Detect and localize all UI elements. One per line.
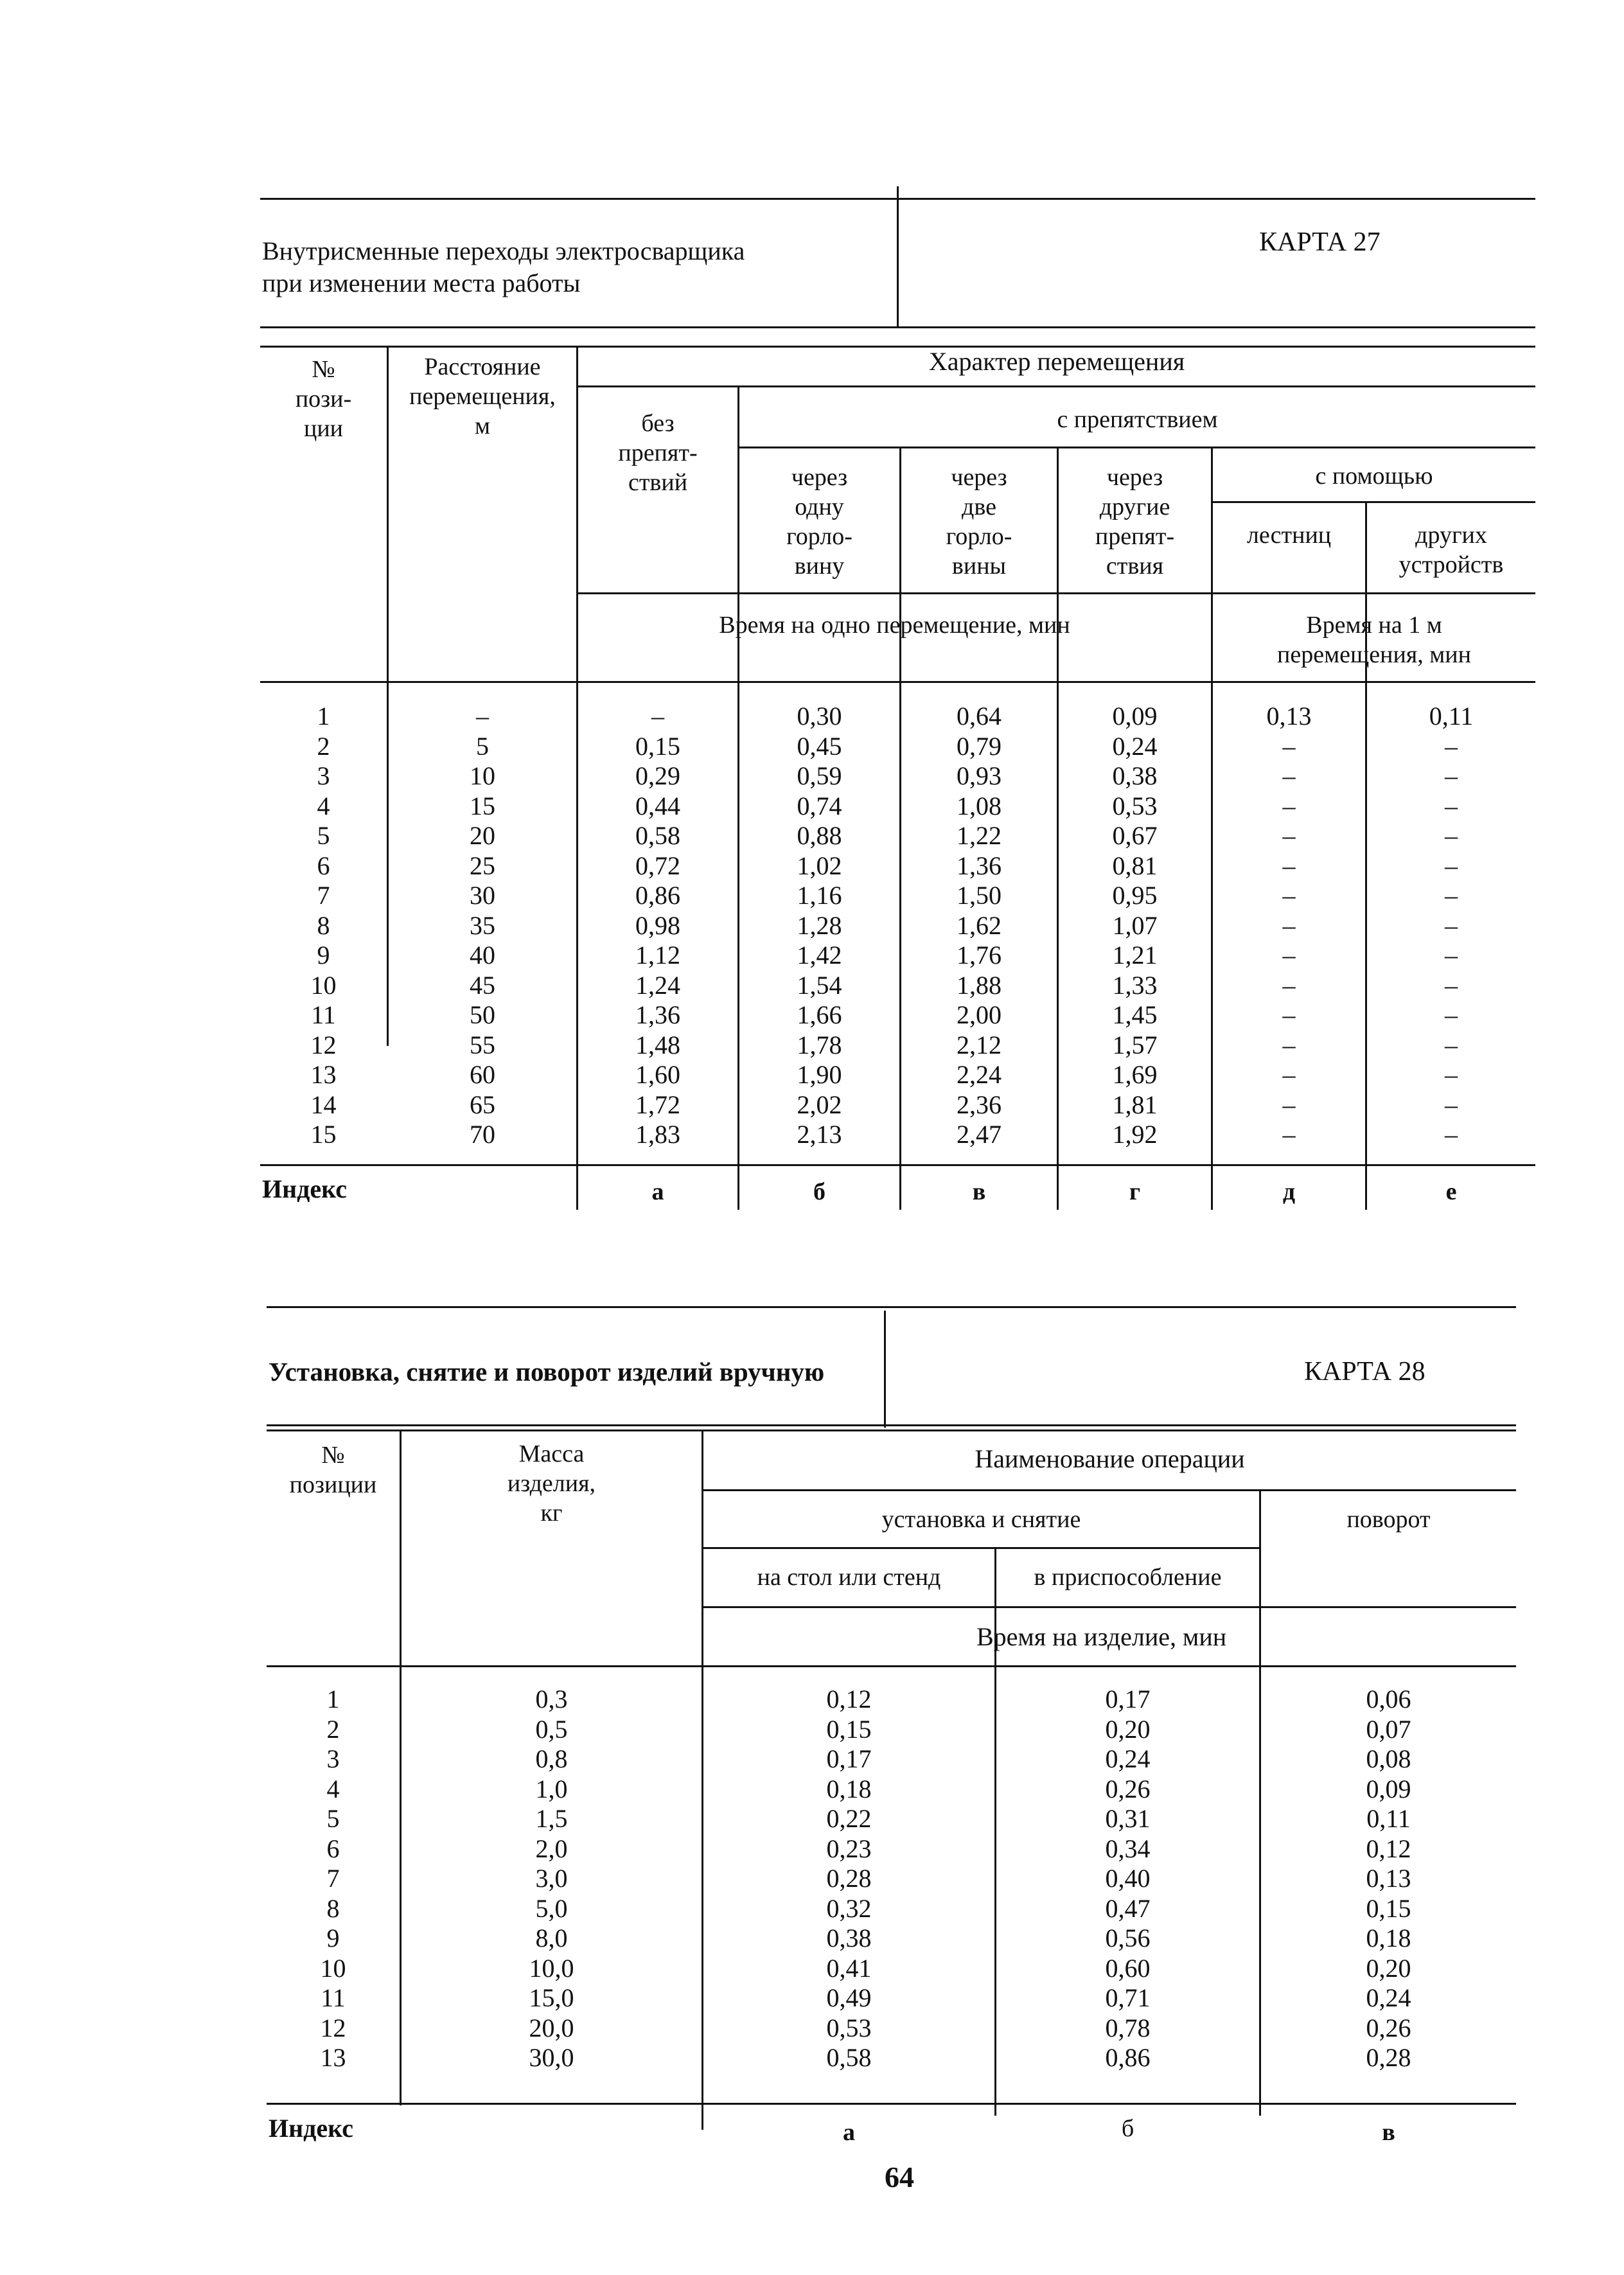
- cell-value: 1,60: [635, 1060, 680, 1089]
- header-with-obstacle: с препятствием: [1057, 406, 1218, 433]
- header-other-obstacles-4: ствия: [1106, 553, 1164, 580]
- cell-value: 0,78: [1105, 2013, 1151, 2042]
- header-no-obstacle-1: без: [641, 410, 675, 437]
- header-other-obstacles-1: через: [1106, 464, 1163, 491]
- cell-value: 5,0: [535, 1893, 568, 1923]
- cell-value: –: [1445, 910, 1458, 940]
- header-no-obstacle-3: ствий: [628, 469, 688, 496]
- header-two-necks-3: горло-: [946, 523, 1012, 550]
- page-number: 64: [885, 2161, 914, 2193]
- cell-value: –: [1282, 821, 1296, 850]
- cell-value: 12: [320, 2013, 346, 2042]
- header-one-neck-2: одну: [795, 493, 844, 520]
- cell-value: –: [476, 702, 489, 730]
- index-v: в: [1382, 2119, 1395, 2146]
- cell-value: –: [1282, 1060, 1296, 1089]
- cell-value: 0,38: [1112, 761, 1158, 790]
- cell-value: 1,33: [1112, 970, 1158, 1000]
- cell-value: 0,07: [1366, 1714, 1411, 1744]
- cell-value: 0,18: [1366, 1924, 1411, 1952]
- cell-value: 1,02: [797, 851, 842, 880]
- cell-value: 0,40: [1105, 1864, 1151, 1893]
- cell-value: –: [1282, 941, 1296, 969]
- cell-value: 1,66: [797, 1000, 842, 1029]
- cell-value: 1,81: [1112, 1090, 1158, 1119]
- header-pos-2: позиции: [289, 1471, 377, 1498]
- cell-value: 1,69: [1112, 1060, 1158, 1089]
- header-pos-1: №: [321, 1442, 345, 1469]
- index-d: д: [1282, 1178, 1296, 1205]
- cell-value: 45: [470, 970, 495, 1000]
- card-28-label: КАРТА 28: [1304, 1357, 1425, 1386]
- cell-value: 0,15: [635, 731, 680, 761]
- header-time-per-meter-2: перемещения, мин: [1277, 641, 1471, 668]
- cell-value: –: [1282, 731, 1296, 761]
- cell-value: –: [651, 702, 664, 730]
- cell-value: –: [1282, 791, 1296, 820]
- cell-value: 0,72: [635, 851, 680, 880]
- header-mass-3: кг: [540, 1500, 563, 1527]
- cell-value: 2,02: [797, 1090, 842, 1119]
- cell-value: 0,86: [635, 881, 680, 910]
- header-no-obstacle-2: препят-: [618, 439, 698, 466]
- cell-value: 0,49: [826, 1983, 872, 2012]
- cell-value: 0,18: [826, 1774, 872, 1803]
- cell-value: 0,30: [797, 702, 842, 730]
- cell-value: 11: [321, 1983, 346, 2012]
- cell-value: –: [1445, 791, 1458, 820]
- cell-value: 50: [470, 1000, 495, 1029]
- cell-value: 1,50: [957, 881, 1002, 910]
- cell-value: 10: [470, 761, 495, 790]
- cell-value: 1,08: [957, 791, 1002, 820]
- cell-value: 0,5: [535, 1714, 568, 1744]
- index-g: г: [1129, 1178, 1141, 1205]
- index-v: в: [972, 1178, 986, 1205]
- cell-value: 7: [326, 1864, 340, 1893]
- cell-value: 6: [326, 1834, 340, 1863]
- header-two-necks-4: вины: [951, 553, 1007, 580]
- header-two-necks-1: через: [951, 464, 1007, 491]
- header-on-table: на стол или стенд: [757, 1564, 941, 1591]
- cell-value: 0,53: [826, 2013, 872, 2042]
- cell-value: 0,38: [826, 1924, 872, 1952]
- cell-value: 40: [470, 941, 495, 969]
- col-distance: [389, 702, 576, 1150]
- cell-value: 30: [470, 881, 495, 910]
- cell-value: 1,21: [1112, 941, 1158, 969]
- cell-value: 1,07: [1112, 910, 1158, 940]
- cell-value: 0,12: [1366, 1834, 1411, 1863]
- header-pos-2: пози-: [295, 385, 352, 412]
- col-v: [901, 702, 1057, 1150]
- card-27-title-line1: Внутрисменные переходы электросварщика: [262, 236, 745, 265]
- card-28-title: Установка, снятие и поворот изделий вручную: [269, 1357, 825, 1386]
- header-time-per-meter-1: Время на 1 м: [1306, 612, 1442, 639]
- header-other-obstacles-3: препят-: [1095, 523, 1175, 550]
- col-a: [578, 702, 737, 1150]
- cell-value: –: [1445, 851, 1458, 880]
- index-a: а: [651, 1178, 664, 1205]
- cell-value: –: [1445, 970, 1458, 1000]
- cell-value: 1,12: [635, 941, 680, 969]
- header-distance-3: м: [474, 412, 491, 439]
- cell-value: 0,8: [535, 1744, 568, 1773]
- cell-value: 0,17: [1105, 1685, 1151, 1713]
- cell-value: 0,06: [1366, 1685, 1411, 1713]
- cell-value: 20: [470, 821, 495, 850]
- header-with-help: с помощью: [1315, 463, 1433, 490]
- cell-value: –: [1445, 821, 1458, 850]
- header-one-neck-1: через: [791, 464, 848, 491]
- cell-value: –: [1282, 910, 1296, 940]
- cell-value: –: [1282, 1090, 1296, 1119]
- cell-value: 1,62: [957, 910, 1002, 940]
- header-pos-3: ции: [303, 415, 343, 442]
- cell-value: 0,20: [1366, 1953, 1411, 1983]
- cell-value: 0,09: [1366, 1774, 1411, 1803]
- cell-value: 0,08: [1366, 1744, 1411, 1773]
- col-d: [1213, 702, 1365, 1150]
- header-operation: Наименование операции: [975, 1444, 1245, 1473]
- header-install-remove: установка и снятие: [881, 1506, 1081, 1533]
- cell-value: 13: [310, 1060, 337, 1089]
- cell-value: 0,31: [1105, 1804, 1151, 1833]
- cell-value: 12: [310, 1030, 337, 1059]
- cell-value: 0,13: [1366, 1864, 1411, 1893]
- cell-value: 3: [326, 1744, 340, 1773]
- index-a: а: [843, 2119, 855, 2146]
- cell-value: 0,24: [1366, 1983, 1411, 2012]
- cell-value: 0,45: [797, 731, 842, 761]
- cell-value: 0,56: [1105, 1924, 1151, 1952]
- col-mass: [402, 1685, 702, 2073]
- cell-value: 4: [326, 1774, 340, 1803]
- cell-value: 0,86: [1105, 2043, 1151, 2072]
- cell-value: 14: [310, 1090, 337, 1119]
- header-distance-2: перемещения,: [409, 383, 556, 410]
- cell-value: –: [1282, 1030, 1296, 1059]
- cell-value: 0,59: [797, 761, 842, 790]
- cell-value: 9: [326, 1924, 340, 1952]
- cell-value: –: [1445, 1000, 1458, 1029]
- cell-value: 1,78: [797, 1030, 842, 1059]
- index-e: е: [1445, 1178, 1457, 1205]
- cell-value: 20,0: [529, 2013, 574, 2042]
- cell-value: 1,57: [1112, 1030, 1158, 1059]
- cell-value: 15: [310, 1120, 337, 1149]
- cell-value: 0,28: [1366, 2043, 1411, 2072]
- cell-value: 2,13: [797, 1120, 842, 1149]
- col-g: [1059, 702, 1211, 1150]
- cell-value: 15: [470, 791, 495, 820]
- cell-value: 1,54: [797, 970, 842, 1000]
- col-b: [739, 702, 899, 1150]
- cell-value: 10: [310, 970, 337, 1000]
- cell-value: 0,20: [1105, 1714, 1151, 1744]
- cell-value: 0,24: [1105, 1744, 1151, 1773]
- cell-value: 0,64: [957, 702, 1002, 730]
- cell-value: 0,79: [957, 731, 1002, 761]
- cell-value: 0,81: [1112, 851, 1158, 880]
- cell-value: 0,60: [1105, 1953, 1151, 1983]
- header-rotate: поворот: [1346, 1506, 1431, 1533]
- header-stairs: лестниц: [1246, 522, 1332, 549]
- cell-value: 2,12: [957, 1030, 1002, 1059]
- header-two-necks-2: две: [962, 493, 996, 520]
- cell-value: 0,15: [1366, 1893, 1411, 1923]
- cell-value: –: [1445, 1060, 1458, 1089]
- cell-value: 1: [326, 1685, 340, 1713]
- col-pos: [260, 702, 387, 1150]
- cell-value: 4: [317, 791, 330, 820]
- cell-value: 30,0: [529, 2043, 574, 2072]
- cell-value: –: [1445, 881, 1458, 910]
- cell-value: 35: [470, 910, 495, 940]
- cell-value: 0,34: [1105, 1834, 1151, 1863]
- cell-value: 1,90: [797, 1060, 842, 1089]
- cell-value: –: [1445, 1030, 1458, 1059]
- col-a: [703, 1685, 994, 2073]
- cell-value: 0,47: [1105, 1893, 1151, 1923]
- cell-value: 1,45: [1112, 1000, 1158, 1029]
- card-27-title-line2: при изменении места работы: [262, 269, 581, 297]
- cell-value: 1,76: [957, 941, 1002, 969]
- cell-value: 1,22: [957, 821, 1002, 850]
- cell-value: 0,71: [1105, 1983, 1151, 2012]
- cell-value: 0,22: [826, 1804, 872, 1833]
- cell-value: 25: [470, 851, 495, 880]
- cell-value: 0,17: [826, 1744, 872, 1773]
- header-other-devices-2: устройств: [1399, 551, 1504, 578]
- cell-value: 0,29: [635, 761, 680, 790]
- cell-value: 1: [317, 702, 330, 730]
- cell-value: 1,16: [797, 881, 842, 910]
- cell-value: 2: [326, 1714, 340, 1744]
- cell-value: 8,0: [535, 1924, 568, 1952]
- cell-value: 15,0: [529, 1983, 574, 2012]
- cell-value: 0,13: [1266, 702, 1312, 730]
- cell-value: 0,24: [1112, 731, 1158, 761]
- cell-value: –: [1282, 970, 1296, 1000]
- cell-value: –: [1282, 761, 1296, 790]
- cell-value: 60: [470, 1060, 495, 1089]
- cell-value: 1,72: [635, 1090, 680, 1119]
- cell-value: 8: [326, 1893, 340, 1923]
- cell-value: 0,93: [957, 761, 1002, 790]
- cell-value: 0,12: [826, 1685, 872, 1713]
- cell-value: 2,24: [957, 1060, 1002, 1089]
- cell-value: 0,41: [826, 1953, 872, 1983]
- header-pos-1: №: [312, 356, 335, 383]
- cell-value: –: [1445, 1120, 1458, 1149]
- cell-value: 0,74: [797, 791, 842, 820]
- index-b: б: [813, 1178, 825, 1205]
- cell-value: 9: [317, 941, 330, 969]
- cell-value: 10,0: [529, 1953, 574, 1983]
- cell-value: 1,5: [535, 1804, 568, 1833]
- col-e: [1367, 702, 1535, 1150]
- index-label: Индекс: [262, 1174, 347, 1203]
- cell-value: 5: [326, 1804, 340, 1833]
- cell-value: 8: [317, 910, 330, 940]
- cell-value: 0,11: [1366, 1804, 1411, 1833]
- index-b: б: [1121, 2115, 1134, 2142]
- cell-value: 10: [320, 1953, 346, 1983]
- cell-value: 0,3: [535, 1685, 568, 1713]
- cell-value: –: [1445, 1090, 1458, 1119]
- cell-value: 0,67: [1112, 821, 1158, 850]
- cell-value: 3,0: [535, 1864, 568, 1893]
- cell-value: –: [1282, 881, 1296, 910]
- cell-value: 0,58: [635, 821, 680, 850]
- col-pos: [267, 1685, 400, 2073]
- cell-value: 0,11: [1429, 702, 1474, 730]
- header-other-devices-1: других: [1415, 522, 1487, 549]
- cell-value: 0,88: [797, 821, 842, 850]
- cell-value: 1,92: [1112, 1120, 1158, 1149]
- cell-value: –: [1282, 1000, 1296, 1029]
- card-27-label: КАРТА 27: [1259, 227, 1381, 257]
- cell-value: 6: [317, 851, 330, 880]
- cell-value: 70: [470, 1120, 495, 1149]
- header-one-neck-3: горло-: [786, 523, 852, 550]
- header-mass-2: изделия,: [507, 1470, 596, 1497]
- cell-value: 5: [317, 821, 330, 850]
- cell-value: 1,24: [635, 970, 680, 1000]
- header-mass-1: Масса: [518, 1440, 585, 1467]
- header-one-neck-4: вину: [794, 553, 845, 580]
- cell-value: 2: [317, 731, 330, 761]
- cell-value: 0,26: [1105, 1774, 1151, 1803]
- cell-value: 5: [476, 731, 489, 761]
- cell-value: 0,95: [1112, 881, 1158, 910]
- cell-value: 13: [320, 2043, 346, 2072]
- cell-value: 11: [311, 1000, 336, 1029]
- cell-value: 1,36: [635, 1000, 680, 1029]
- cell-value: 0,53: [1112, 791, 1158, 820]
- cell-value: 1,0: [535, 1774, 568, 1803]
- col-v: [1261, 1685, 1516, 2073]
- cell-value: –: [1445, 761, 1458, 790]
- cell-value: 2,00: [957, 1000, 1002, 1029]
- cell-value: 2,36: [957, 1090, 1002, 1119]
- cell-value: 1,28: [797, 910, 842, 940]
- header-time-per-move: Время на одно перемещение, мин: [719, 612, 1070, 639]
- cell-value: 0,28: [826, 1864, 872, 1893]
- cell-value: 1,42: [797, 941, 842, 969]
- cell-value: 7: [317, 881, 330, 910]
- cell-value: 1,48: [635, 1030, 680, 1059]
- cell-value: 0,15: [826, 1714, 872, 1744]
- header-character: Характер перемещения: [928, 347, 1185, 376]
- header-distance-1: Расстояние: [424, 353, 541, 380]
- header-time-per-item: Время на изделие, мин: [976, 1622, 1227, 1651]
- cell-value: 55: [470, 1030, 495, 1059]
- cell-value: 2,0: [535, 1834, 568, 1863]
- cell-value: 0,09: [1112, 702, 1158, 730]
- cell-value: –: [1282, 851, 1296, 880]
- cell-value: –: [1445, 941, 1458, 969]
- cell-value: 0,58: [826, 2043, 872, 2072]
- cell-value: 1,36: [957, 851, 1002, 880]
- header-in-fixture: в приспособление: [1034, 1564, 1222, 1591]
- cell-value: 1,83: [635, 1120, 680, 1149]
- cell-value: 65: [470, 1090, 495, 1119]
- cell-value: 0,44: [635, 791, 680, 820]
- cell-value: 0,26: [1366, 2013, 1411, 2042]
- header-other-obstacles-2: другие: [1099, 493, 1170, 520]
- cell-value: 3: [317, 761, 330, 790]
- cell-value: 0,23: [826, 1834, 872, 1863]
- cell-value: 2,47: [957, 1120, 1002, 1149]
- cell-value: –: [1445, 731, 1458, 761]
- cell-value: –: [1282, 1120, 1296, 1149]
- col-b: [996, 1685, 1259, 2073]
- cell-value: 0,98: [635, 910, 680, 940]
- index-label: Индекс: [269, 2114, 353, 2143]
- cell-value: 0,32: [826, 1893, 872, 1923]
- cell-value: 1,88: [957, 970, 1002, 1000]
